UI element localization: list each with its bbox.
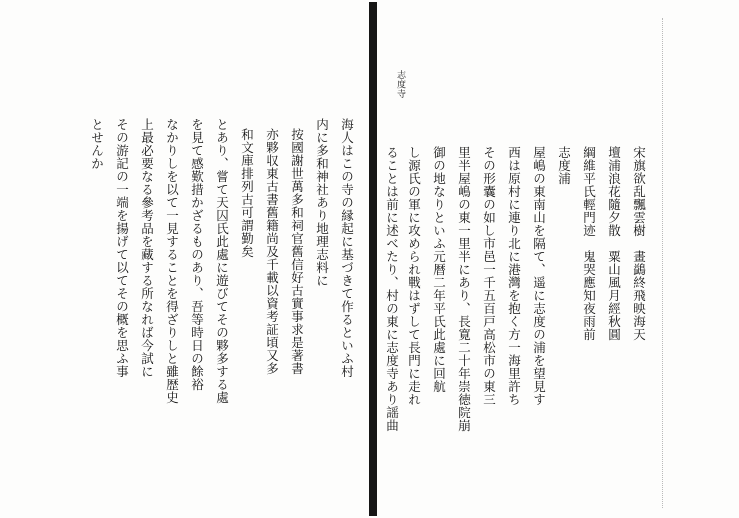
text-column: 海人はこの寺の縁起に基づきて作るといふ村 bbox=[339, 118, 355, 378]
left-page bbox=[0, 0, 369, 518]
text-column: ることは前に述べたり、村の東に志度寺あり謡曲 bbox=[384, 146, 400, 432]
text-column: を見て感歎措かざるものあり、吾等時日の餘裕 bbox=[189, 118, 205, 391]
right-page bbox=[377, 0, 739, 518]
text-column: なかりしを以て一見することを得ざりしと雖歴史 bbox=[164, 118, 180, 404]
text-column: し源氏の軍に攻められ戰はずして長門に走れ bbox=[406, 146, 422, 406]
text-column: 西は原村に連り北に港灣を抱く方一海里許ち bbox=[506, 146, 522, 406]
text-column: 内に多和神社あり地理志料に bbox=[314, 118, 330, 287]
text-column: 按國謝世萬多和祠官舊信好古實事求是著書 bbox=[289, 128, 305, 375]
poem-line: 宋旗欲乱飄雲樹 畫鷁終飛映海天 bbox=[631, 146, 647, 341]
text-column: その形囊の如し市邑一千五百戸高松市の東三 bbox=[481, 146, 497, 406]
text-column: その游記の一端を揚げて以てその概を思ふ事 bbox=[114, 118, 130, 378]
poem-line: 綱維平氏輕門迹 鬼哭應知夜雨前 bbox=[581, 146, 597, 341]
text-column: 上最必要なる參考品を藏する所なれば今試に bbox=[139, 118, 155, 378]
text-column: 御の地なりといふ元暦二年平氏此處に回航 bbox=[431, 146, 447, 393]
text-column: 里半屋嶋の東一里半にあり、長寛二十年崇徳院崩 bbox=[456, 146, 472, 432]
section-title: 志度浦 bbox=[556, 146, 572, 185]
text-column: とあり、嘗て天囚氏此處に遊びてその夥多する處 bbox=[214, 118, 230, 404]
side-note: 志度寺 bbox=[395, 70, 405, 99]
text-column: 和文庫排列古可謂勤矣 bbox=[239, 128, 255, 258]
book-gutter bbox=[369, 2, 377, 516]
poem-line: 壇浦浪花隨夕散 粟山風月經秋圓 bbox=[606, 146, 622, 341]
text-column: とせんか bbox=[89, 118, 105, 170]
text-column: 屋嶋の東南山を隔て、遥に志度の浦を望見す bbox=[531, 146, 547, 406]
page-edge-mark bbox=[662, 18, 664, 508]
text-column: 亦夥収東古書舊籍尚及千載以資考証頃又多 bbox=[264, 128, 280, 375]
